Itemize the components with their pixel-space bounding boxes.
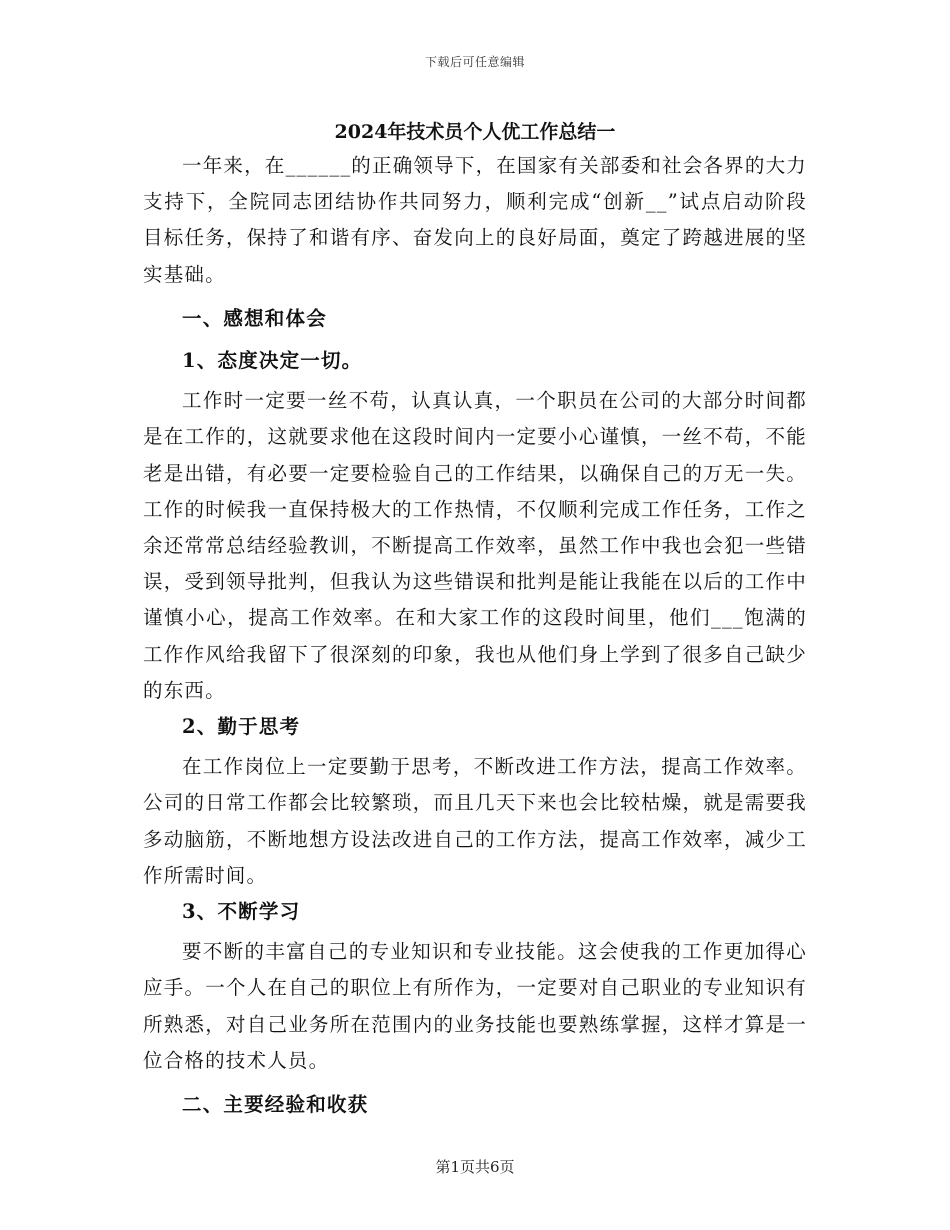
subsection-heading-3: 3、不断学习 [182,900,301,924]
intro-paragraph: 一年来，在______的正确领导下，在国家有关部委和社会各界的大力支持下，全院同志团结协作共同努力，顺利完成“创新__”试点启动阶段目标任务，保持了和谐有序、奋发向上的良好局面，奠定了跨越进展的坚实基础。 [143,154,807,286]
subsection-heading-1: 1、态度决定一切。 [182,349,363,373]
page-number: 第1页共6页 [435,1158,515,1176]
subsection-heading-2: 2、勤于思考 [182,715,301,739]
subsection-body-3: 要不断的丰富自己的专业知识和专业技能。这会使我的工作更加得心应手。一个人在自己的职位上有所作为，一定要对自己职业的专业知识有所熟悉，对自己业务所在范围内的业务技能也要熟练掌握，这样才算是一位合格的技术人员。 [143,940,807,1072]
section-heading-2: 二、主要经验和收获 [182,1093,369,1117]
subsection-body-2: 在工作岗位上一定要勤于思考，不断改进工作方法，提高工作效率。公司的日常工作都会比较繁琐，而且几天下来也会比较枯燥，就是需要我多动脑筋，不断地想方设法改进自己的工作方法，提高工作效率，减少工作所需时间。 [143,755,807,887]
subsection-body-1: 工作时一定要一丝不苟，认真认真，一个职员在公司的大部分时间都是在工作的，这就要求他在这段时间内一定要小心谨慎，一丝不苟，不能老是出错，有必要一定要检验自己的工作结果，以确保自己的万无一失。工作的时候我一直保持极大的工作热情，不仅顺利完成工作任务，工作之余还常常总结经验教训，不断提高工作效率，虽然工作中我也会犯一些错误，受到领导批判，但我认为这些错误和批判是能让我能在以后的工作中谨慎小心，提高工作效率。在和大家工作的这段时间里，他们___饱满的工作作风给我留下了很深刻的印象，我也从他们身上学到了很多自己缺少的东西。 [143,389,807,702]
document-body [143,148,807,1129]
document-title: 2024年技术员个人优工作总结一 [334,121,616,143]
page-header-note: 下载后可任意编辑 [424,55,525,69]
section-heading-1: 一、感想和体会 [182,306,327,330]
